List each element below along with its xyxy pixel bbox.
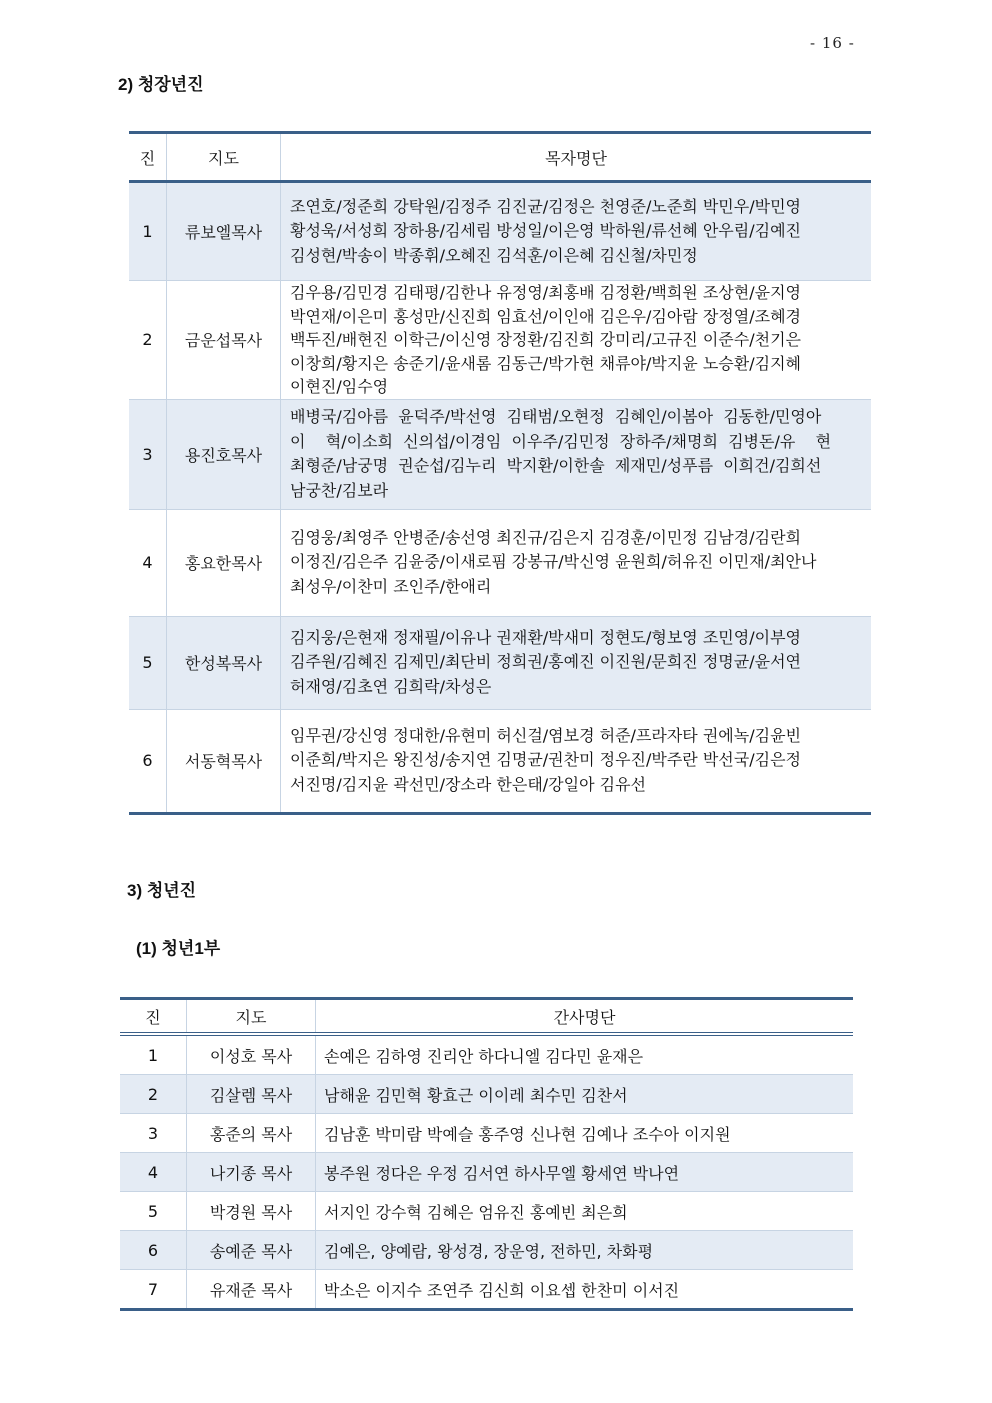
shepherd-line: 최성우/이찬미 조인주/한애리	[290, 576, 492, 596]
shepherd-line: 이정진/김은주 김윤중/이새로핌 강봉규/박신영 윤원희/허유진 이민재/최안나	[290, 552, 817, 572]
staff-list: 김예은, 양예람, 왕성경, 장운영, 전하민, 차화평	[316, 1231, 854, 1270]
shepherd-line: 허재영/김초연 김희락/차성은	[290, 676, 492, 696]
header-leader: 지도	[167, 133, 281, 182]
staff-list: 손예은 김하영 진리안 하다니엘 김다민 윤재은	[324, 1046, 644, 1066]
group-leader: 송예준 목사	[187, 1231, 316, 1270]
shepherd-line: 김우용/김민경 김태평/김한나 유정영/최홍배 김정환/백희원 조상현/윤지영	[290, 283, 801, 302]
shepherd-line: 이준희/박지은 왕진성/송지연 김명균/권찬미 정우진/박주란 박선국/김은정	[290, 750, 801, 770]
table-row	[120, 1114, 853, 1153]
group-number: 6	[120, 1231, 187, 1270]
group-leader: 나기종 목사	[187, 1153, 316, 1192]
table-row	[120, 1231, 853, 1270]
shepherd-line: 남궁찬/김보라	[290, 480, 389, 500]
page-number: - 16 -	[810, 34, 855, 52]
table-row	[120, 1270, 853, 1310]
table-row	[129, 182, 871, 281]
shepherd-list	[281, 709, 872, 813]
group-number: 1	[120, 1034, 187, 1075]
group-number: 4	[129, 509, 167, 616]
table-row	[120, 1153, 853, 1192]
shepherd-line: 김지웅/은현재 정재필/이유나 권재환/박새미 정현도/형보영 조민영/이부영	[290, 627, 801, 647]
shepherd-line: 김영웅/최영주 안병준/송선영 최진규/김은지 김경훈/이민정 김남경/김란희	[290, 527, 801, 547]
shepherd-list	[281, 509, 872, 616]
group-number: 2	[129, 281, 167, 400]
table-header-row	[120, 999, 853, 1035]
header-staff: 간사명단	[316, 999, 854, 1035]
group-leader: 금운섭목사	[167, 281, 281, 400]
header-group: 진	[129, 133, 167, 182]
group-leader: 유재준 목사	[187, 1270, 316, 1310]
shepherd-line: 서진명/김지윤 곽선민/장소라 한은태/강일아 김유선	[290, 774, 647, 794]
shepherd-line: 배병국/김아름 윤덕주/박선영 김태범/오현정 김혜인/이봄아 김동한/민영아	[290, 407, 822, 426]
group-leader: 박경원 목사	[187, 1192, 316, 1231]
group-number: 4	[120, 1153, 187, 1192]
header-leader: 지도	[187, 999, 316, 1035]
shepherd-line: 조연호/정준희 강탁원/김정주 김진균/김정은 천영준/노준희 박민우/박민영	[290, 196, 801, 216]
shepherd-list	[281, 281, 872, 400]
shepherd-list	[281, 399, 872, 509]
shepherd-line: 김성현/박송이 박종휘/오혜진 김석훈/이은혜 김신철/차민정	[290, 245, 698, 265]
staff-list: 박소은 이지수 조연주 김신희 이요셉 한찬미 이서진	[316, 1270, 854, 1310]
group-number: 3	[120, 1114, 187, 1153]
shepherd-list	[281, 182, 872, 281]
table-row	[120, 1192, 853, 1231]
table-row	[120, 1075, 853, 1114]
table-row	[120, 1034, 853, 1075]
shepherd-line: 이현진/임수영	[290, 377, 389, 396]
group-leader: 홍준의 목사	[187, 1114, 316, 1153]
group-leader: 류보엘목사	[167, 182, 281, 281]
group-leader: 서동혁목사	[167, 709, 281, 813]
group-number: 6	[129, 709, 167, 813]
group-number: 2	[120, 1075, 187, 1114]
table-row	[129, 509, 871, 616]
group-number: 3	[129, 399, 167, 509]
shepherd-line: 이 혁/이소희 신의섭/이경임 이우주/김민정 장하주/채명희 김병돈/유 현	[290, 431, 832, 451]
shepherd-line: 임무권/강신영 정대한/유현미 허신걸/염보경 허준/프라자타 권에녹/김윤빈	[290, 725, 801, 745]
subsection-title-youth-1: (1) 청년1부	[136, 939, 221, 958]
table-row	[129, 616, 871, 709]
header-shepherds: 목자명단	[281, 133, 872, 182]
group-number: 5	[120, 1192, 187, 1231]
youth-1-table	[120, 997, 853, 1311]
header-group: 진	[120, 999, 187, 1035]
group-number: 5	[129, 616, 167, 709]
table-row	[129, 709, 871, 813]
youth-adult-table	[129, 131, 871, 815]
staff-list: 서지인 강수혁 김혜은 엄유진 홍예빈 최은희	[316, 1192, 854, 1231]
shepherd-list	[281, 616, 872, 709]
group-leader: 용진호목사	[167, 399, 281, 509]
shepherd-line: 백두진/배현진 이학근/이신영 장정환/김진희 강미리/고규진 이준수/천기은	[290, 330, 801, 349]
table-row	[129, 399, 871, 509]
staff-list: 남해윤 김민혁 황효근 이이레 최수민 김찬서	[316, 1075, 854, 1114]
group-leader: 이성호 목사	[187, 1034, 316, 1075]
section-title-youth: 3) 청년진	[127, 881, 197, 900]
shepherd-line: 최형준/남궁명 권순섭/김누리 박지환/이한솔 제재민/성푸름 이희건/김희선	[290, 456, 822, 475]
group-leader: 한성복목사	[167, 616, 281, 709]
staff-list: 김남훈 박미람 박예슬 홍주영 신나현 김예나 조수아 이지원	[316, 1114, 854, 1153]
shepherd-line: 이창희/황지은 송준기/윤새롬 김동근/박가현 채류야/박지윤 노승환/김지혜	[290, 353, 801, 373]
shepherd-line: 김주원/김혜진 김제민/최단비 정희권/홍예진 이진원/문희진 정명균/윤서연	[290, 652, 801, 672]
group-leader: 홍요한목사	[167, 509, 281, 616]
shepherd-line: 박연재/이은미 홍성만/신진희 임효선/이인애 김은우/김아람 장정열/조혜경	[290, 306, 801, 326]
section-title-youth-adult: 2) 청장년진	[118, 75, 204, 94]
group-number: 1	[129, 182, 167, 281]
staff-list: 봉주원 정다은 우정 김서연 하사무엘 황세연 박나연	[316, 1153, 854, 1192]
group-number: 7	[120, 1270, 187, 1310]
group-leader: 김살렘 목사	[187, 1075, 316, 1114]
table-header-row	[129, 133, 871, 182]
shepherd-line: 황성욱/서성희 장하용/김세림 방성일/이은영 박하원/류선혜 안우림/김예진	[290, 221, 801, 241]
table-row	[129, 281, 871, 400]
